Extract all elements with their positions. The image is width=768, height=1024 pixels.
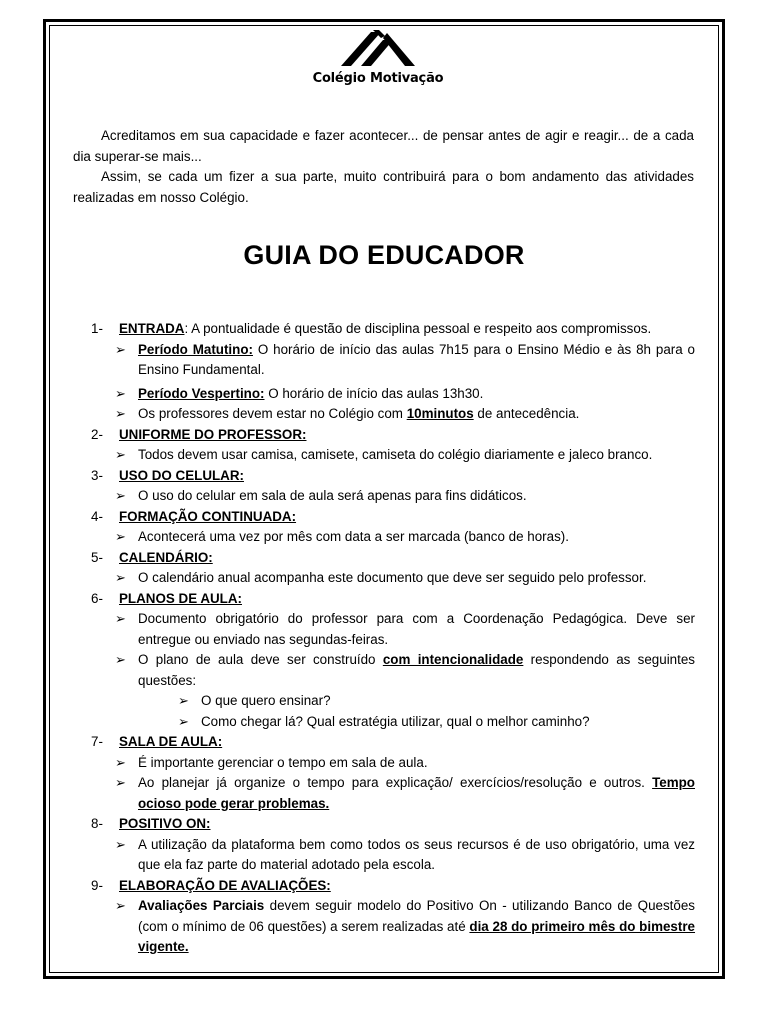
- intro-paragraph-1: Acreditamos em sua capacidade e fazer acontecer... de pensar antes de agir e reagir... de a cada dia superar-se mais...: [73, 128, 694, 164]
- section-heading: ELABORAÇÃO DE AVALIAÇÕES:: [119, 877, 331, 893]
- item-text: Ao planejar já organize o tempo para explicação/ exercícios/resolução e outros.: [138, 775, 653, 790]
- list-item: [115, 650, 695, 691]
- arrow-bullet-icon: ➢: [115, 341, 126, 357]
- item-text: O plano de aula deve ser construído: [138, 652, 383, 667]
- list-item: [115, 896, 695, 958]
- arrow-bullet-icon: ➢: [115, 836, 126, 852]
- item-text: O horário de início das aulas 13h30.: [264, 385, 484, 401]
- item-text: O horário de início das aulas 7h15 para o Ensino Médio e às 8h para o Ensino Fundamental.: [138, 341, 695, 377]
- section-4: [91, 507, 695, 528]
- section-1: [91, 319, 695, 340]
- list-item: [115, 527, 695, 548]
- section-heading: SALA DE AULA:: [119, 734, 223, 749]
- item-text: Acontecerá uma vez por mês com data a ser marcada (banco de horas).: [138, 529, 569, 544]
- item-heading: Período Vespertino:: [138, 385, 265, 401]
- section-heading: CALENDÁRIO:: [119, 549, 213, 565]
- list-item: [115, 773, 695, 814]
- list-item: [115, 609, 695, 650]
- section-heading: ENTRADA: [119, 321, 185, 336]
- list-item: [115, 486, 695, 507]
- arrow-bullet-icon: ➢: [115, 570, 126, 585]
- logo-text: Colégio Motivação: [312, 71, 444, 86]
- section-8: [91, 814, 695, 835]
- item-text: devem seguir modelo do Positivo On - utilizando Banco de Questões (com o mínimo de 06 questões) a serem realizadas até: [138, 898, 695, 934]
- item-text: A utilização da plataforma bem como todos os seus recursos é de uso obrigatório, uma vez que ela faz parte do material adotado pela escola.: [138, 836, 695, 872]
- section-number: 1-: [91, 321, 103, 336]
- section-text: : A pontualidade é questão de disciplina pessoal e respeito aos compromissos.: [184, 321, 652, 336]
- section-heading: USO DO CELULAR:: [119, 467, 244, 483]
- arrow-bullet-icon: ➢: [178, 713, 189, 729]
- section-3: [91, 466, 695, 487]
- item-text: Todos devem usar camisa, camisete, camiseta do colégio diariamente e jaleco branco.: [138, 447, 653, 462]
- item-text: Como chegar lá? Qual estratégia utilizar, qual o melhor caminho?: [201, 713, 590, 729]
- item-text: de antecedência.: [473, 406, 580, 421]
- arrow-bullet-icon: ➢: [115, 754, 126, 770]
- item-text: O calendário anual acompanha este documento que deve ser seguido pelo professor.: [138, 570, 647, 585]
- section-2: [91, 425, 695, 446]
- school-logo: [308, 26, 448, 98]
- item-text: Os professores devem estar no Colégio com: [138, 406, 407, 421]
- item-emphasis: 10minutos: [406, 406, 474, 421]
- section-number: 2-: [91, 426, 103, 442]
- arrow-bullet-icon: ➢: [115, 488, 126, 503]
- item-text: respondendo as seguintes questões:: [138, 652, 695, 688]
- item-emphasis: com intencionalidade: [382, 652, 524, 667]
- section-7: [91, 732, 695, 753]
- intro-paragraph-2: Assim, se cada um fizer a sua parte, muito contribuirá para o bom andamento das atividades realizadas em nosso Colégio.: [73, 169, 694, 205]
- section-heading: UNIFORME DO PROFESSOR:: [119, 426, 307, 442]
- arrow-bullet-icon: ➢: [115, 385, 126, 401]
- logo-mountain-icon: [337, 26, 419, 70]
- list-item: [115, 404, 695, 425]
- list-item: [115, 445, 695, 466]
- arrow-bullet-icon: ➢: [115, 529, 126, 544]
- arrow-bullet-icon: ➢: [178, 693, 189, 708]
- section-heading: PLANOS DE AULA:: [119, 590, 242, 606]
- intro-text: [73, 126, 694, 208]
- section-number: 3-: [91, 467, 103, 483]
- section-5: [91, 548, 695, 569]
- list-item: [115, 340, 695, 381]
- section-number: 6-: [91, 590, 103, 606]
- sub-list-item: [178, 691, 695, 712]
- section-number: 5-: [91, 549, 103, 565]
- guide-list: [91, 319, 695, 958]
- arrow-bullet-icon: ➢: [115, 775, 126, 790]
- arrow-bullet-icon: ➢: [115, 898, 126, 913]
- item-emphasis: dia 28 do primeiro mês do bimestre vigente.: [138, 918, 696, 954]
- section-heading: FORMAÇÃO CONTINUADA:: [119, 508, 297, 524]
- section-number: 7-: [91, 734, 103, 749]
- section-number: 4-: [91, 508, 103, 524]
- arrow-bullet-icon: ➢: [115, 447, 126, 462]
- arrow-bullet-icon: ➢: [115, 652, 126, 667]
- item-text: É importante gerenciar o tempo em sala de aula.: [138, 754, 428, 770]
- section-heading: POSITIVO ON:: [119, 816, 211, 831]
- list-item: [115, 568, 695, 589]
- item-text: Documento obrigatório do professor para com a Coordenação Pedagógica. Deve ser entregue ou enviado nas segundas-feiras.: [138, 611, 695, 647]
- item-text: O que quero ensinar?: [201, 693, 331, 708]
- section-9: [91, 876, 695, 897]
- arrow-bullet-icon: ➢: [115, 611, 126, 626]
- item-emphasis: Tempo ocioso pode gerar problemas.: [138, 775, 695, 811]
- list-item: [115, 835, 695, 876]
- section-number: 9-: [91, 877, 103, 893]
- sub-list-item: [178, 712, 695, 733]
- list-item: [115, 384, 695, 405]
- item-heading: Período Matutino:: [138, 341, 253, 357]
- list-item: [115, 753, 695, 774]
- item-text: O uso do celular em sala de aula será apenas para fins didáticos.: [138, 488, 527, 503]
- item-emphasis: Avaliações Parciais: [138, 898, 265, 913]
- section-number: 8-: [91, 816, 103, 831]
- section-6: [91, 589, 695, 610]
- arrow-bullet-icon: ➢: [115, 406, 126, 421]
- page-title: GUIA DO EDUCADOR: [243, 240, 525, 270]
